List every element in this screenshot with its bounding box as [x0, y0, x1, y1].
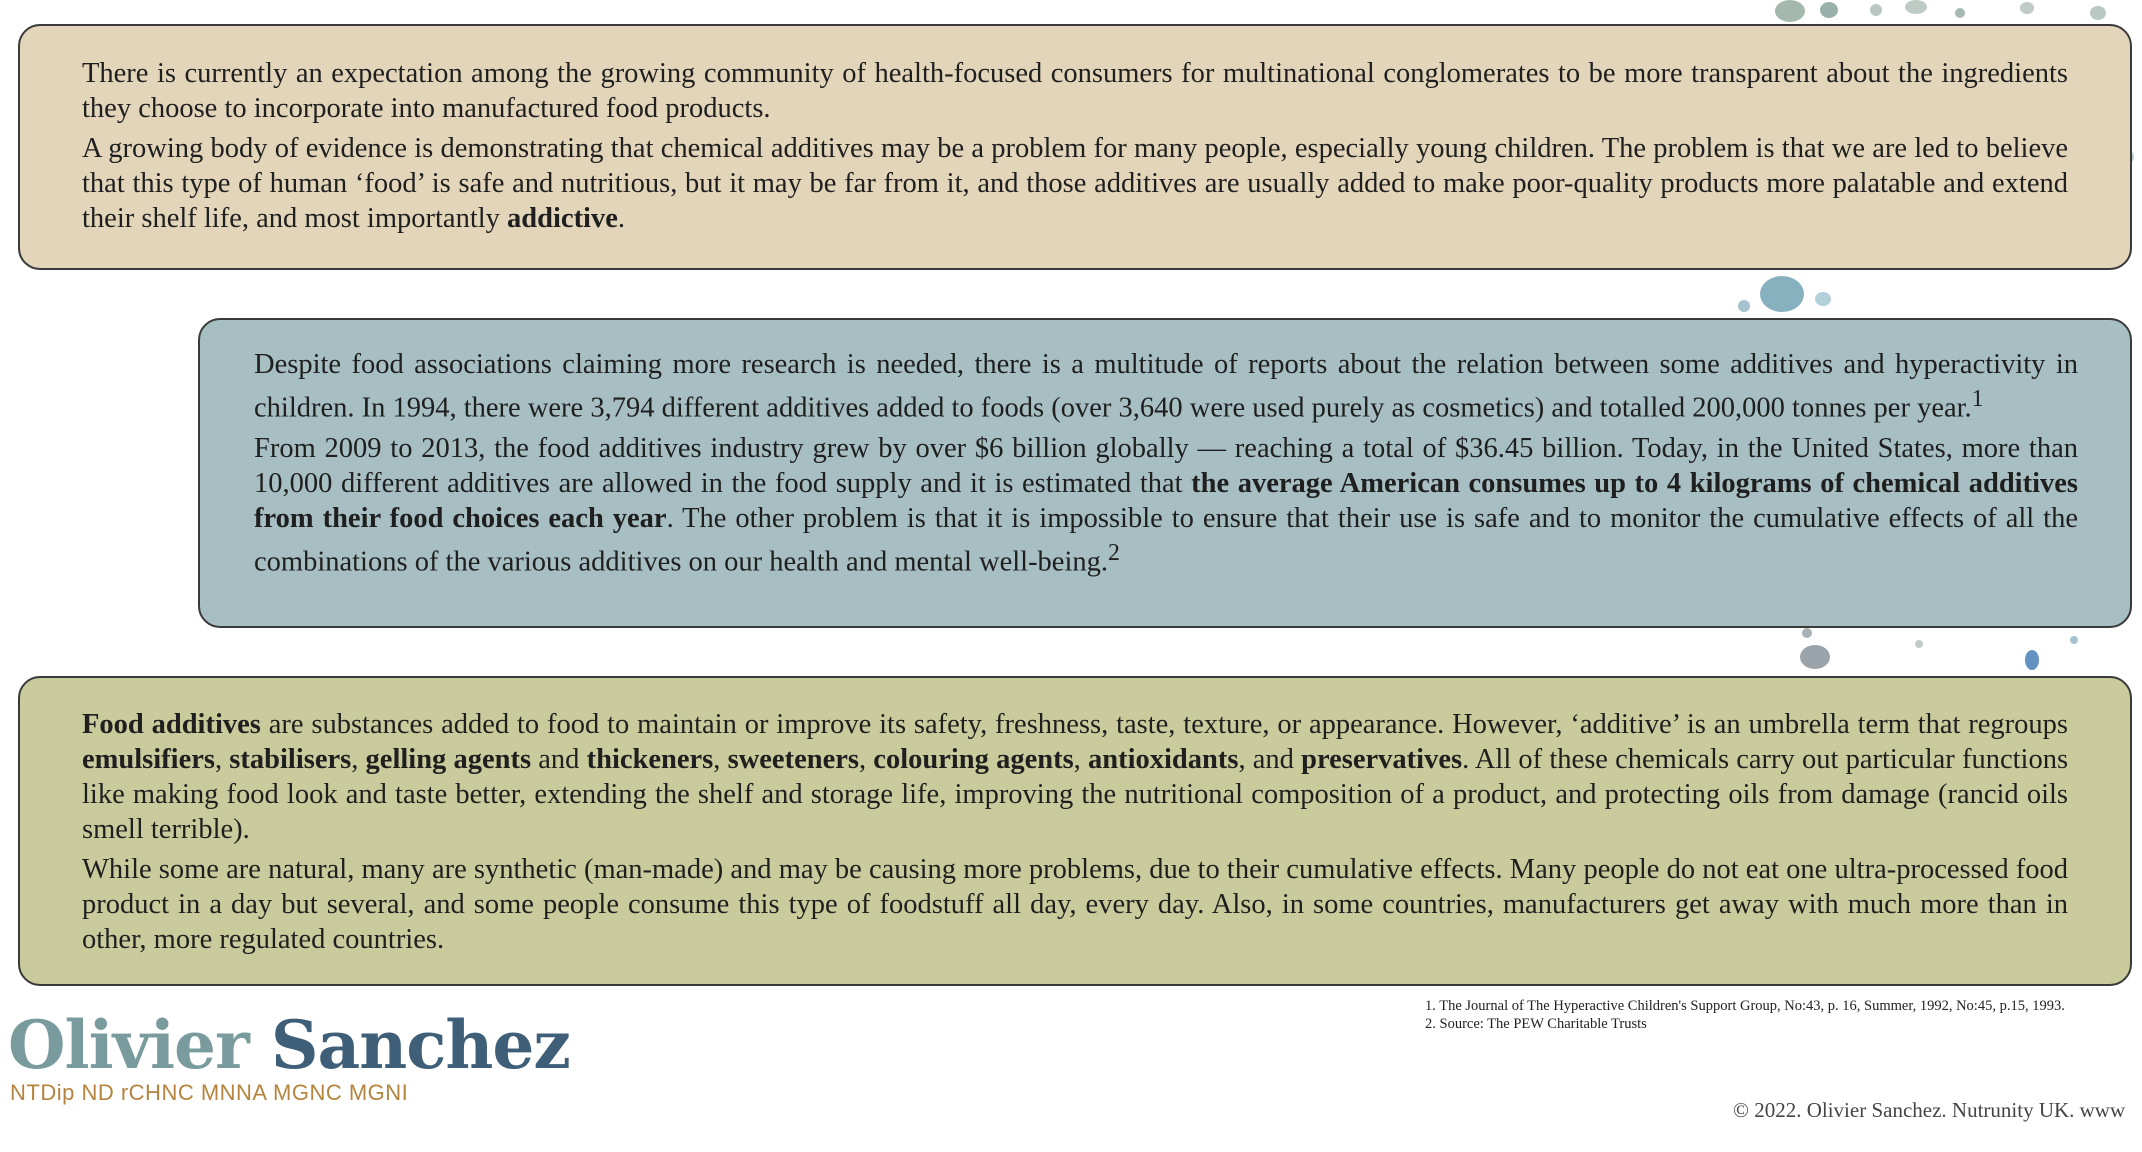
definition-paragraph-2: While some are natural, many are synthetic (man-made) and may be causing more problems, due to their cumulative effects. Many people do not eat one ultra-processed food product in a day but several, and some people consume this type of foodstuff all day, every day. Also, in some countries, manufacturers get away with much more than in other, more regulated countries.	[82, 854, 2068, 955]
footnote-ref-1: 1	[1971, 386, 1984, 412]
definition-paragraph-1: Food additives are substances added to food to maintain or improve its safety, freshness, taste, texture, or appearance. However, ‘additive’ is an umbrella term that regroups emulsifiers, stabilisers, gelling agents and thickeners, sweeteners, colouring agents, antioxidants, and preservatives. All of these chemicals carry out particular functions like making food look and taste better, extending the shelf and storage life, improving the nutritional composition of a product, and protecting oils from damage (rancid oils smell terrible).	[82, 709, 2069, 845]
footnote-2: 2. Source: The PEW Charitable Trusts	[1425, 1016, 1647, 1032]
footnote-ref-2: 2	[1108, 539, 1120, 566]
intro-panel	[18, 24, 2132, 270]
footnote-1: 1. The Journal of The Hyperactive Children's Support Group, No:43, p. 16, Summer, 1992, No:45, p.15, 1993.	[1425, 998, 2065, 1014]
copyright-notice: © 2022. Olivier Sanchez. Nutrunity UK. www	[1733, 1098, 2126, 1122]
author-logo: Olivier Sanchez	[8, 1006, 570, 1084]
statistics-paragraph-2: From 2009 to 2013, the food additives industry grew by over $6 billion globally — reaching a total of $36.45 billion. Today, in the United States, more than 10,000 different additives are allowed in the food supply and it is estimated that the average American consumes up to 4 kilograms of chemical additives from their food choices each year. The other problem is that it is impossible to ensure that their use is safe and to monitor the cumulative effects of all the combinations of the various additives on our health and mental well-being.$^2$	[254, 432, 2078, 577]
footnotes	[1425, 997, 2065, 1033]
statistics-paragraph-1: Despite food associations claiming more research is needed, there is a multitude of reports about the relation between some additives and hyperactivity in children. In 1994, there were 3,794 different additives added to foods (over 3,640 were used purely as cosmetics) and totalled 200,000 tonnes per year.$^1$	[254, 349, 2078, 424]
author-credentials: NTDip ND rCHNC MNNA MGNC MGNI	[10, 1080, 409, 1105]
intro-paragraph-1: There is currently an expectation among the growing community of health-focused consumers for multinational conglomerates to be more transparent about the ingredients they choose to incorporate into manufactured food products.	[82, 58, 2068, 124]
definition-panel	[18, 676, 2132, 986]
intro-paragraph-2: A growing body of evidence is demonstrating that chemical additives may be a problem for many people, especially young children. The problem is that we are led to believe that this type of human ‘food’ is safe and nutritious, but it may be far from it, and those additives are usually added to make poor-quality products more palatable and extend their shelf life, and most importantly addictive.	[82, 133, 2068, 234]
statistics-panel	[198, 318, 2132, 628]
